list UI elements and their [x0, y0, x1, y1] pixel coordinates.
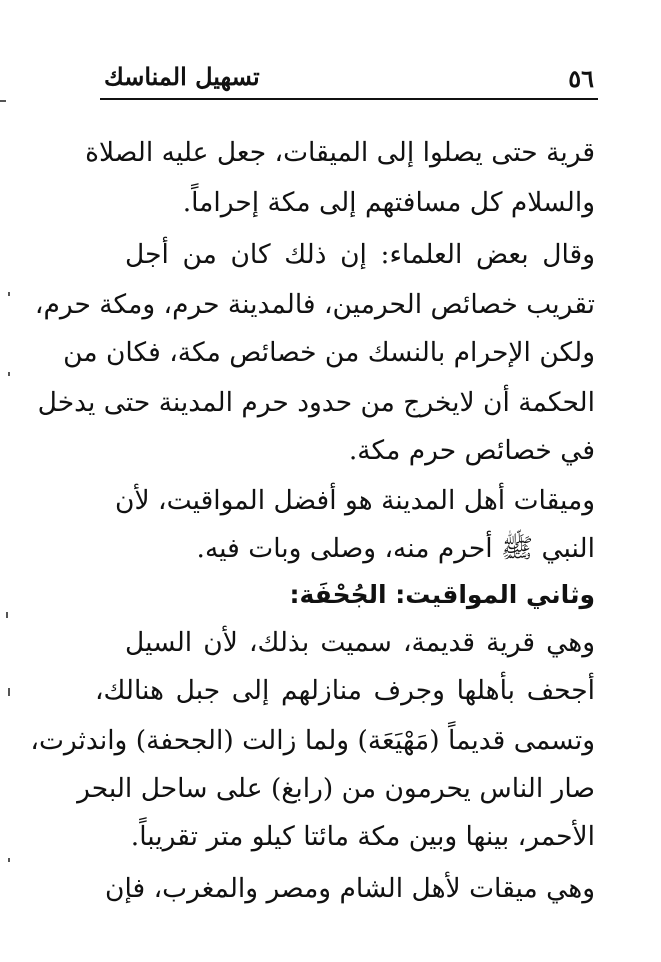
text-line: ولكن الإحرام بالنسك من خصائص مكة، فكان من	[63, 337, 595, 368]
text-line: وميقات أهل المدينة هو أفضل المواقيت، لأن	[115, 485, 595, 516]
text-line: وهي قرية قديمة، سميت بذلك، لأن السيل	[125, 627, 595, 658]
text-line: أجحف بأهلها وجرف منازلهم إلى جبل هنالك،	[95, 675, 595, 706]
page-header	[100, 62, 598, 100]
text-line: وتسمى قديماً (مَهْيَعَة) ولما زالت (الجحفة) واندثرت،	[30, 725, 595, 756]
margin-mark	[0, 100, 6, 102]
text-line: وهي ميقات لأهل الشام ومصر والمغرب، فإن	[105, 873, 595, 904]
running-title: تسهيل المناسك	[104, 62, 260, 91]
text-line: تقريب خصائص الحرمين، فالمدينة حرم، ومكة حرم،	[34, 289, 595, 320]
margin-mark	[8, 372, 10, 376]
text-line: والسلام كل مسافتهم إلى مكة إحراماً.	[182, 187, 595, 218]
text-line: قرية حتى يصلوا إلى الميقات، جعل عليه الصلاة	[85, 137, 595, 168]
margin-mark	[8, 688, 10, 696]
margin-mark	[6, 612, 8, 618]
section-heading: وثاني المواقيت: الجُحْفَة:	[289, 580, 595, 609]
text-line: النبي ﷺ أحرم منه، وصلى وبات فيه.	[196, 533, 595, 564]
page-number: ٥٦	[568, 64, 594, 93]
text-line: وقال بعض العلماء: إن ذلك كان من أجل	[125, 239, 595, 270]
margin-mark	[8, 858, 10, 862]
text-line: في خصائص حرم مكة.	[348, 435, 595, 466]
text-line: صار الناس يحرمون من (رابغ) على ساحل البحر	[77, 773, 595, 804]
text-line: الحكمة أن لايخرج من حدود حرم المدينة حتى يدخل	[37, 387, 595, 418]
text-line: الأحمر، بينها وبين مكة مائتا كيلو متر تقريباً.	[130, 821, 595, 852]
margin-mark	[8, 292, 10, 296]
